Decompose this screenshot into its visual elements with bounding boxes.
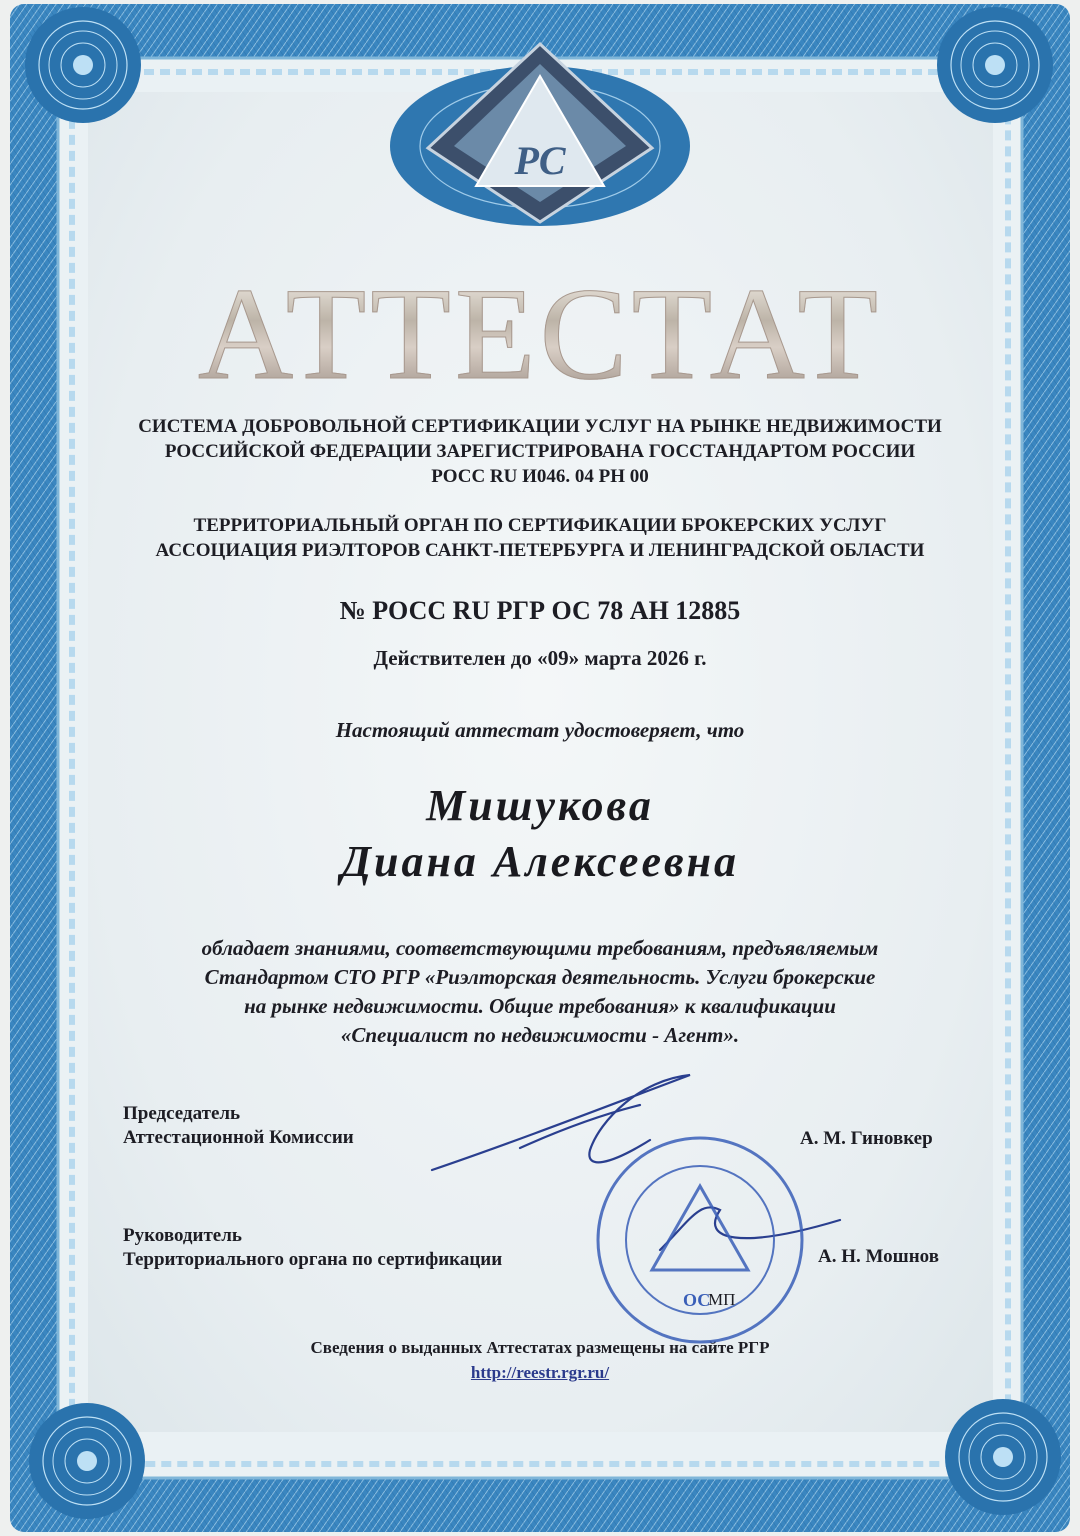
certification-system-header	[60, 414, 1020, 489]
header-line: СИСТЕМА ДОБРОВОЛЬНОЙ СЕРТИФИКАЦИИ УСЛУГ НА РЫНКЕ НЕДВИЖИМОСТИ	[138, 416, 942, 437]
role-line: Территориального органа по сертификации	[123, 1249, 503, 1270]
corner-rosette-icon	[22, 1396, 152, 1526]
territorial-organ-header	[60, 513, 1020, 563]
statement-line: на рынке недвижимости. Общие требования» к квалификации	[244, 994, 836, 1018]
holder-given-names: Диана Алексеевна	[340, 837, 740, 886]
corner-rosette-icon	[938, 1392, 1068, 1522]
statement-line: «Специалист по недвижимости - Агент».	[340, 1023, 740, 1047]
valid-until: Действителен до «09» марта 2026 г.	[373, 646, 707, 670]
rgr-logo-icon	[390, 36, 690, 236]
registry-link[interactable]: http://reestr.rgr.ru/	[470, 1363, 610, 1382]
document-title: АТТЕСТАТ	[0, 268, 1080, 400]
registry-note: Сведения о выданных Аттестатах размещены на сайте РГР	[310, 1338, 770, 1357]
role-line: Руководитель	[123, 1225, 242, 1246]
statement-line: обладает знаниями, соответствующими требованиям, предъявляемым	[201, 936, 879, 960]
chairman-name: А. М. Гиновкер	[800, 1128, 933, 1149]
corner-rosette-icon	[18, 0, 148, 130]
role-line: Председатель	[123, 1103, 241, 1124]
organ-line: ТЕРРИТОРИАЛЬНЫЙ ОРГАН ПО СЕРТИФИКАЦИИ БРОКЕРСКИХ УСЛУГ	[193, 515, 887, 536]
certifies-statement: Настоящий аттестат удостоверяет, что	[335, 718, 745, 742]
svg-text:РС: РС	[514, 138, 566, 183]
role-line: Аттестационной Комиссии	[123, 1127, 354, 1148]
chairman-role	[123, 1102, 354, 1150]
head-name: А. Н. Мошнов	[818, 1246, 939, 1267]
header-line: РОССИЙСКОЙ ФЕДЕРАЦИИ ЗАРЕГИСТРИРОВАНА ГОССТАНДАРТОМ РОССИИ	[164, 441, 916, 462]
corner-rosette-icon	[930, 0, 1060, 130]
stamp-center-text: ОС	[683, 1290, 711, 1310]
holder-surname: Мишукова	[426, 781, 654, 830]
head-role	[123, 1224, 502, 1272]
qualification-statement	[90, 934, 990, 1050]
statement-line: Стандартом СТО РГР «Риэлторская деятельность. Услуги брокерские	[204, 965, 876, 989]
certificate-number: № РОСС RU РГР ОС 78 АН 12885	[339, 596, 741, 625]
stamp-mp-label: МП	[708, 1290, 736, 1309]
header-line: РОСС RU И046. 04 РН 00	[431, 466, 649, 487]
organ-line: АССОЦИАЦИЯ РИЭЛТОРОВ САНКТ-ПЕТЕРБУРГА И ЛЕНИНГРАДСКОЙ ОБЛАСТИ	[155, 540, 925, 561]
